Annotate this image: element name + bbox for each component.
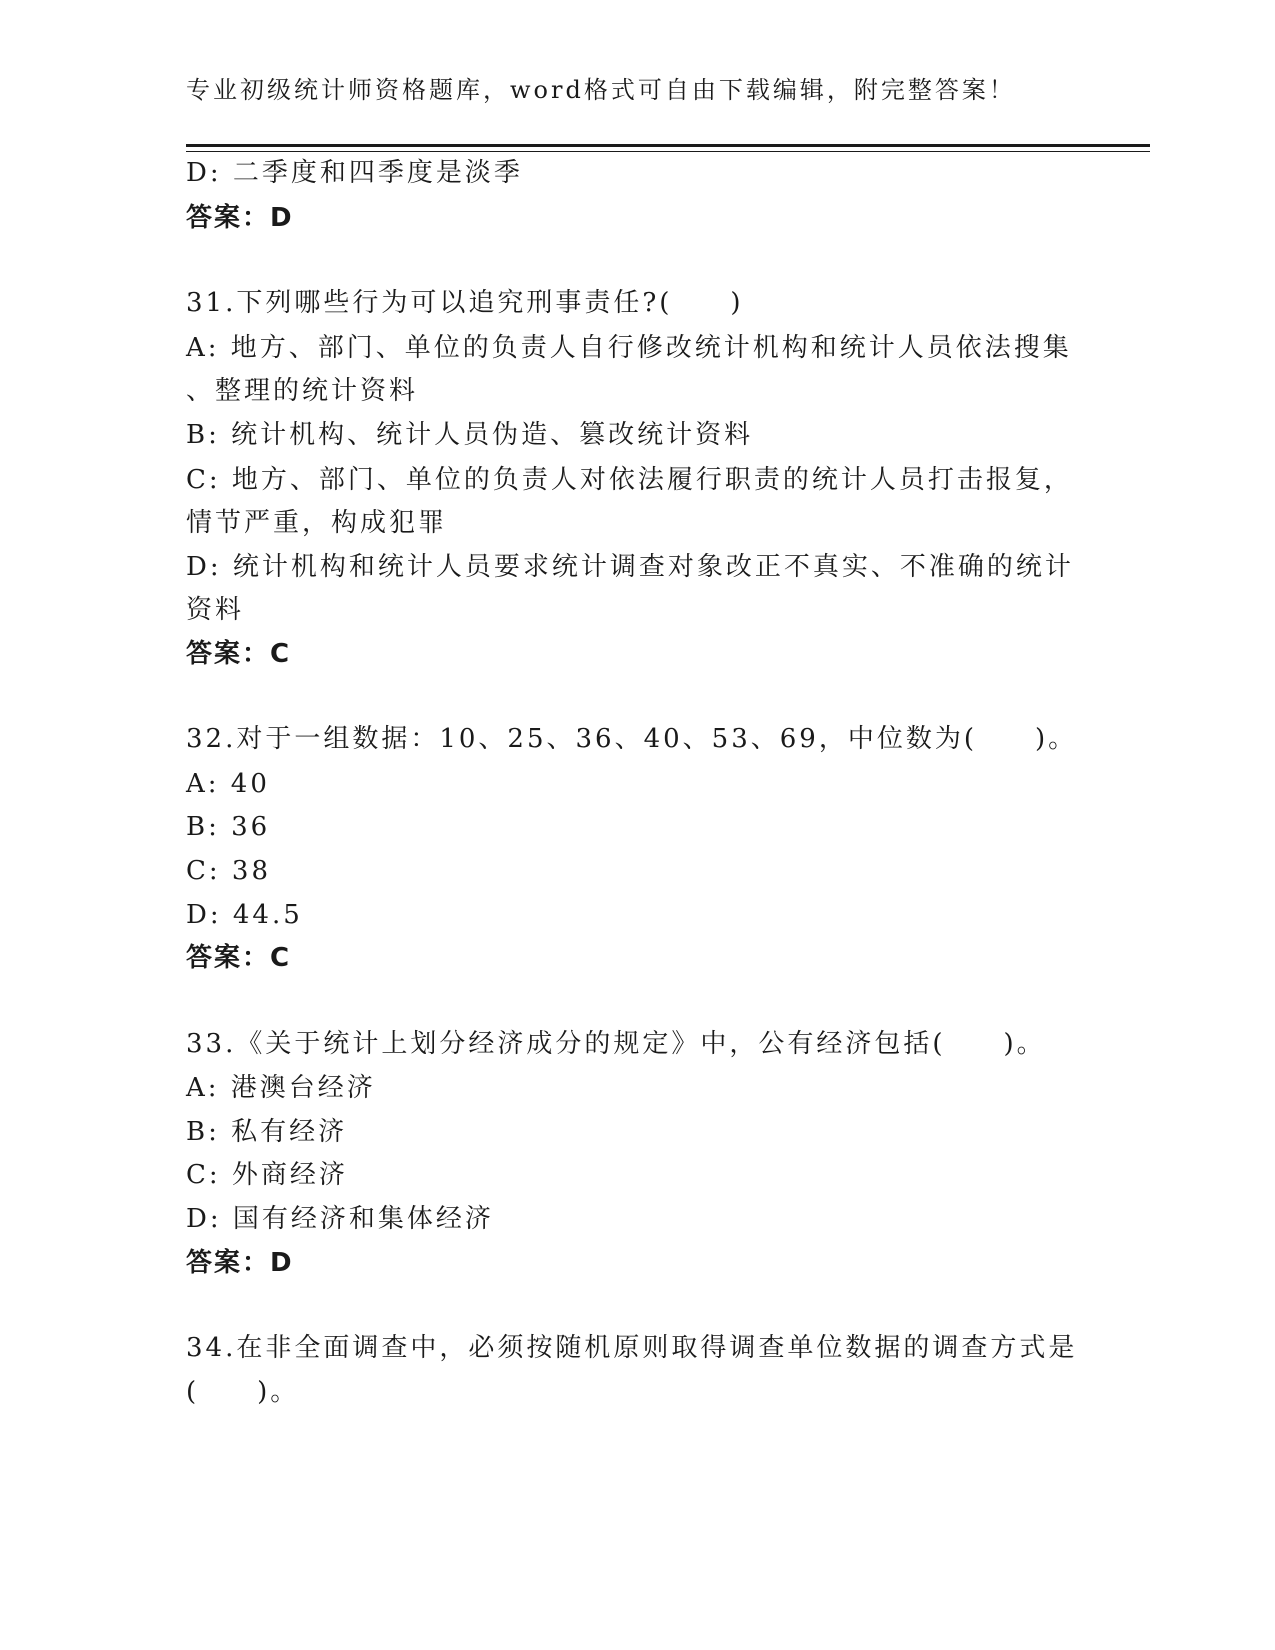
q33-option-c: C: 外商经济 <box>186 1160 348 1190</box>
q31-option-d-line2: 资料 <box>186 595 245 625</box>
header-divider <box>186 144 1150 152</box>
q33-answer: 答案：D <box>186 1248 294 1278</box>
q33-stem: 33.《关于统计上划分经济成分的规定》中，公有经济包括( )。 <box>186 1029 1046 1059</box>
q32-stem: 32.对于一组数据：10、25、36、40、53、69，中位数为( )。 <box>186 724 1078 754</box>
q32-answer: 答案：C <box>186 943 292 973</box>
q31-option-d-line1: D: 统计机构和统计人员要求统计调查对象改正不真实、不准确的统计 <box>186 552 1074 582</box>
q33-option-a: A: 港澳台经济 <box>186 1073 376 1103</box>
q32-option-b: B: 36 <box>186 812 271 842</box>
page-header: 专业初级统计师资格题库，word格式可自由下载编辑，附完整答案！ <box>186 76 1016 104</box>
q31-stem: 31.下列哪些行为可以追究刑事责任?( ) <box>186 288 744 318</box>
q33-option-d: D: 国有经济和集体经济 <box>186 1204 494 1234</box>
q33-option-b: B: 私有经济 <box>186 1117 348 1147</box>
q32-option-c: C: 38 <box>186 856 272 886</box>
q31-option-c-line1: C: 地方、部门、单位的负责人对依法履行职责的统计人员打击报复， <box>186 465 1073 495</box>
q34-stem-line2: ( )。 <box>186 1377 300 1407</box>
q31-option-b: B: 统计机构、统计人员伪造、篡改统计资料 <box>186 420 754 450</box>
q31-option-c-line2: 情节严重，构成犯罪 <box>186 508 448 538</box>
q31-answer: 答案：C <box>186 639 292 669</box>
q32-option-d: D: 44.5 <box>186 900 303 930</box>
q34-stem-line1: 34.在非全面调查中，必须按随机原则取得调查单位数据的调查方式是 <box>186 1333 1078 1363</box>
q31-option-a-line2: 、整理的统计资料 <box>186 376 419 406</box>
prev-option-d: D: 二季度和四季度是淡季 <box>186 158 523 188</box>
q31-option-a-line1: A: 地方、部门、单位的负责人自行修改统计机构和统计人员依法搜集 <box>186 333 1072 363</box>
prev-answer: 答案：D <box>186 203 294 233</box>
q32-option-a: A: 40 <box>186 769 270 799</box>
